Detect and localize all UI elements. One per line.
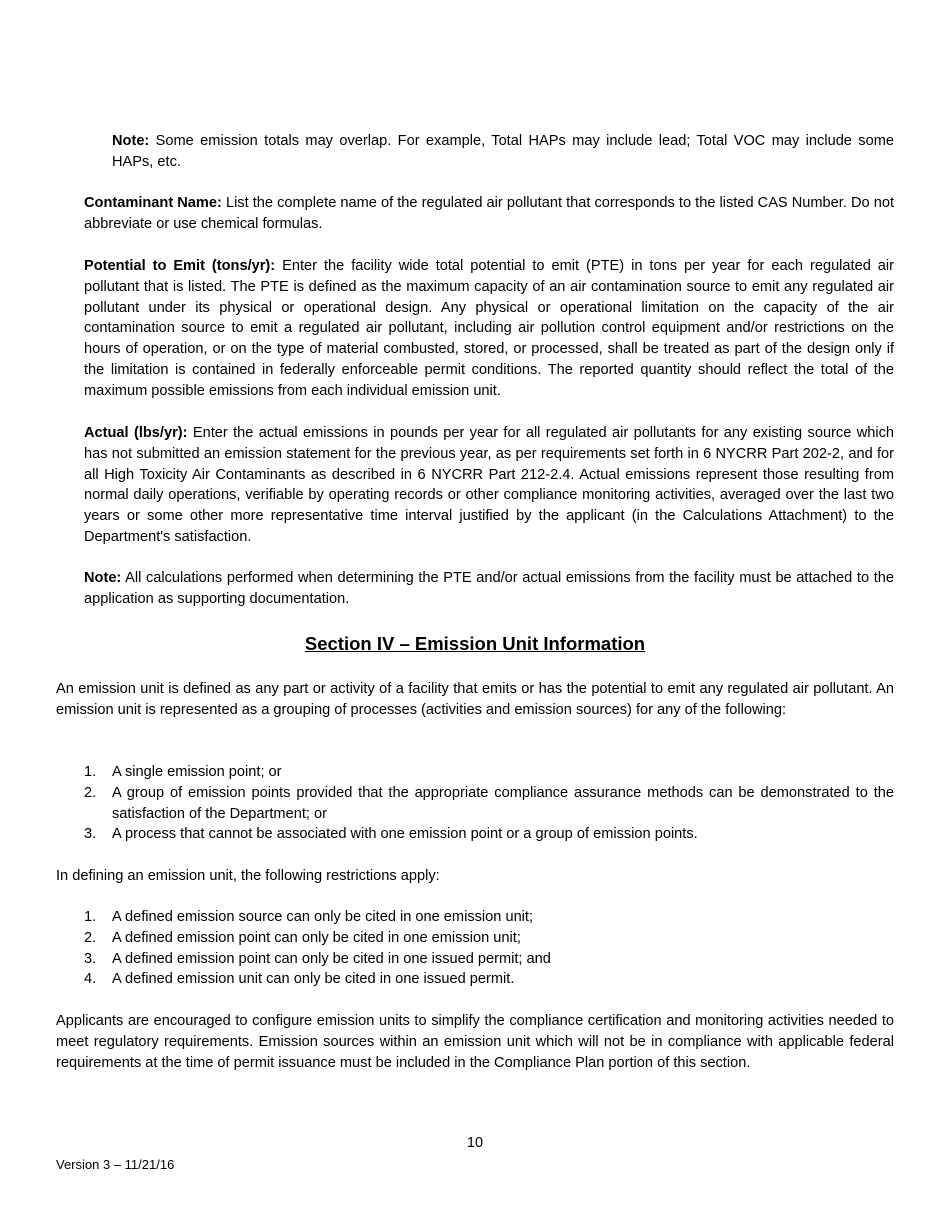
list-item-number: 1.: [84, 764, 97, 780]
emission-unit-list: [56, 762, 894, 845]
contaminant-name-paragraph: [84, 193, 894, 235]
pte-label: Potential to Emit (tons/yr):: [84, 258, 276, 274]
list-item: [56, 907, 894, 928]
pte-paragraph: [84, 256, 894, 402]
note-paragraph: [112, 131, 894, 173]
list-item: [56, 969, 894, 990]
list-item-text: A defined emission point can only be cited in one issued permit; and: [112, 950, 551, 967]
list-item-number: 3.: [84, 826, 97, 843]
applicants-paragraph: Applicants are encouraged to configure emission units to simplify the compliance certification and monitoring activities needed to meet regulatory requirements. Emission sources within an emission unit which will not be in compliance with applicable federal requirements at the time of permit issuance must be included in the Compliance Plan portion of this section.: [56, 1013, 894, 1071]
calculations-note-paragraph: [84, 568, 894, 610]
section-title: Section IV – Emission Unit Information: [304, 633, 646, 654]
list-item-text: A defined emission source can only be cited in one emission unit;: [112, 909, 534, 925]
list-item-number: 4.: [84, 971, 97, 988]
list-item-text: A defined emission point can only be cited in one emission unit;: [112, 929, 521, 946]
list-item-text: A process that cannot be associated with one emission point or a group of emission points.: [112, 826, 698, 843]
pte-text: Enter the facility wide total potential to emit (PTE) in tons per year for each regulated air pollutant that is listed. The PTE is defined as the maximum capacity of an air contamination source to emit any regulated air pollutant under its physical or operational design. Any physical or operational limitation on the capacity of the air contamination source to emit a regulated air pollutant, including air pollution control equipment and/or restrictions on the hours of operation, or on the type of material combusted, stored, or processed, shall be treated as part of the design only if the limitation is contained in federally enforceable permit conditions. The reported quantity should reflect the total of the maximum possible emissions from each individual emission unit.: [84, 258, 895, 399]
list-item-number: 2.: [84, 929, 97, 946]
emission-unit-intro: An emission unit is defined as any part or activity of a facility that emits or has the potential to emit any regulated air pollutant. An emission unit is represented as a grouping of processes (activities and emission sources) for any of the following:: [56, 681, 894, 718]
list-item-number: 1.: [84, 909, 97, 925]
restrictions-list: [56, 907, 894, 990]
note-text: Some emission totals may overlap. For example, Total HAPs may include lead; Total VOC may include some HAPs, etc.: [112, 133, 894, 170]
version-footer: Version 3 – 11/21/16: [56, 1157, 175, 1172]
list-item: [56, 949, 894, 970]
list-item-number: 2.: [84, 784, 97, 801]
list-item-text: A defined emission unit can only be cited in one issued permit.: [112, 971, 515, 988]
list-item: [56, 762, 894, 783]
calculations-note-text: All calculations performed when determining the PTE and/or actual emissions from the facility must be attached to the application as supporting documentation.: [84, 570, 894, 607]
calculations-note-label: Note:: [84, 570, 122, 586]
restrictions-intro: In defining an emission unit, the following restrictions apply:: [56, 868, 440, 884]
note-label: Note:: [112, 133, 150, 149]
actual-text: Enter the actual emissions in pounds per year for all regulated air pollutants for any existing source which has not submitted an emission statement for the previous year, as per requirements set forth in 6 NYCRR Part 202-2, and for all High Toxicity Air Contaminants as described in 6 NYCRR Part 212-2.4. Actual emissions represent those resulting from normal daily operations, verifiable by operating records or other compliance monitoring activities, averaged over the last two years or some other more representative time interval justified by the applicant (in the Calculations Attachment) to the Department's satisfaction.: [84, 425, 895, 545]
list-item-number: 3.: [84, 950, 97, 967]
actual-label: Actual (lbs/yr):: [84, 425, 188, 441]
contaminant-name-label: Contaminant Name:: [84, 195, 222, 211]
list-item: [56, 783, 894, 825]
page-number: 10: [466, 1135, 484, 1151]
list-item: [56, 824, 894, 845]
actual-paragraph: [84, 423, 894, 548]
list-item: [56, 928, 894, 949]
list-item-text: A single emission point; or: [112, 764, 282, 780]
list-item-text: A group of emission points provided that the appropriate compliance assurance methods can be demonstrated to the satisfaction of the Department; or: [112, 784, 894, 822]
contaminant-name-text: List the complete name of the regulated air pollutant that corresponds to the listed CAS Number. Do not abbreviate or use chemical formulas.: [84, 195, 894, 232]
